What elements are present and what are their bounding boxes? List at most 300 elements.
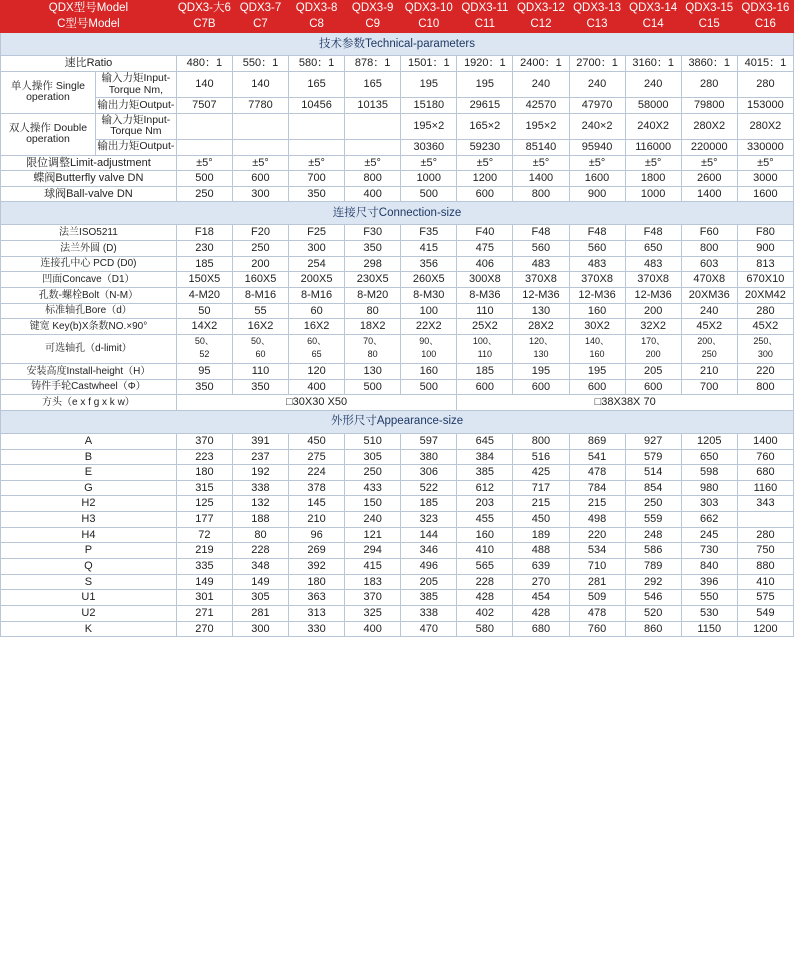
row-appearance-h4-cell-2: 96 <box>289 527 345 543</box>
row-ratio-cell-6: 2400：1 <box>513 56 569 72</box>
row-appearance-u2-cell-6: 428 <box>513 605 569 621</box>
row-appearance-p-cell-3: 294 <box>345 543 401 559</box>
row-ratio-cell-1: 550：1 <box>232 56 288 72</box>
row-appearance-h4-cell-7: 220 <box>569 527 625 543</box>
row-limit-adjustment-cell-0: ±5° <box>176 155 232 171</box>
row-connection-2-cell-5: 406 <box>457 256 513 272</box>
row-appearance-u1-cell-0: 301 <box>176 590 232 606</box>
row-connection-4-cell-3: 8-M20 <box>345 288 401 304</box>
header-cmodel-label: C型号Model <box>1 17 177 33</box>
row-appearance-b-cell-10: 760 <box>737 449 793 465</box>
row-connection-2-label: 连接孔中心 PCD (D0) <box>1 256 177 272</box>
single-output-0: 7507 <box>176 98 232 114</box>
row-connection-8-cell-3: 130 <box>345 363 401 379</box>
row-connection-2-cell-8: 483 <box>625 256 681 272</box>
header-cmodel-2: C8 <box>289 17 345 33</box>
row-butterfly-valve-cell-1: 600 <box>232 171 288 187</box>
single-input-0: 140 <box>176 72 232 98</box>
row-limit-adjustment-cell-1: ±5° <box>232 155 288 171</box>
row-appearance-a-cell-1: 391 <box>232 433 288 449</box>
double-output-7: 95940 <box>569 139 625 155</box>
row-connection-4-cell-7: 12-M36 <box>569 288 625 304</box>
header-cmodel-9: C15 <box>681 17 737 33</box>
single-output-6: 42570 <box>513 98 569 114</box>
header-cmodel-6: C12 <box>513 17 569 33</box>
row-appearance-b-label: B <box>1 449 177 465</box>
row-appearance-q-cell-4: 496 <box>401 559 457 575</box>
row-appearance-q-cell-0: 335 <box>176 559 232 575</box>
double-output-8: 116000 <box>625 139 681 155</box>
row-appearance-h4-cell-1: 80 <box>232 527 288 543</box>
row-appearance-k-cell-3: 400 <box>345 621 401 637</box>
row-connection-7-cell-1: 50、 60 <box>232 334 288 363</box>
row-appearance-h2-cell-8: 250 <box>625 496 681 512</box>
row-connection-5-cell-8: 200 <box>625 303 681 319</box>
row-connection-0-cell-3: F30 <box>345 225 401 241</box>
row-appearance-s-cell-4: 205 <box>401 574 457 590</box>
row-appearance-h4-cell-8: 248 <box>625 527 681 543</box>
row-appearance-p-cell-1: 228 <box>232 543 288 559</box>
row-appearance-e-cell-5: 385 <box>457 465 513 481</box>
row-connection-5-cell-5: 110 <box>457 303 513 319</box>
row-connection-5-cell-10: 280 <box>737 303 793 319</box>
row-appearance-q-cell-9: 840 <box>681 559 737 575</box>
header-model-8: QDX3-14 <box>625 1 681 17</box>
row-appearance-u2-cell-7: 478 <box>569 605 625 621</box>
row-connection-6-cell-2: 16X2 <box>289 319 345 335</box>
row-connection-4-cell-4: 8-M30 <box>401 288 457 304</box>
row-connection-8-cell-6: 195 <box>513 363 569 379</box>
row-connection-2-cell-9: 603 <box>681 256 737 272</box>
row-appearance-s-cell-9: 396 <box>681 574 737 590</box>
row-limit-adjustment-cell-7: ±5° <box>569 155 625 171</box>
row-connection-6-cell-10: 45X2 <box>737 319 793 335</box>
header-model-1: QDX3-7 <box>232 1 288 17</box>
row-appearance-h3-cell-4: 323 <box>401 512 457 528</box>
single-input-9: 280 <box>681 72 737 98</box>
row-limit-adjustment-cell-5: ±5° <box>457 155 513 171</box>
row-connection-9-cell-9: 700 <box>681 379 737 395</box>
row-appearance-h2-cell-6: 215 <box>513 496 569 512</box>
row-connection-0-cell-10: F80 <box>737 225 793 241</box>
row-limit-adjustment-cell-2: ±5° <box>289 155 345 171</box>
row-ball-valve-cell-8: 1000 <box>625 186 681 202</box>
row-connection-8 <box>1 363 794 379</box>
row-appearance-s-cell-7: 281 <box>569 574 625 590</box>
row-appearance-g-cell-1: 338 <box>232 480 288 496</box>
row-appearance-u1-cell-6: 454 <box>513 590 569 606</box>
single-output-1: 7780 <box>232 98 288 114</box>
header-model-5: QDX3-11 <box>457 1 513 17</box>
row-appearance-a-label: A <box>1 433 177 449</box>
row-ball-valve-cell-10: 1600 <box>737 186 793 202</box>
row-appearance-h2-cell-2: 145 <box>289 496 345 512</box>
header-cmodel-7: C13 <box>569 17 625 33</box>
row-connection-7-cell-3: 70、 80 <box>345 334 401 363</box>
row-appearance-q-cell-3: 415 <box>345 559 401 575</box>
row-appearance-k-cell-0: 270 <box>176 621 232 637</box>
row-connection-8-cell-10: 220 <box>737 363 793 379</box>
row-appearance-h3-label: H3 <box>1 512 177 528</box>
single-input-5: 195 <box>457 72 513 98</box>
row-appearance-p-label: P <box>1 543 177 559</box>
row-appearance-h3 <box>1 512 794 528</box>
section-appearance-label: 外形尺寸Appearance-size <box>1 410 794 433</box>
row-appearance-u2-cell-4: 338 <box>401 605 457 621</box>
row-appearance-p-cell-8: 586 <box>625 543 681 559</box>
row-connection-0-cell-5: F40 <box>457 225 513 241</box>
header-row-model <box>1 1 794 17</box>
single-input-3: 165 <box>345 72 401 98</box>
row-appearance-e-cell-0: 180 <box>176 465 232 481</box>
row-appearance-s-cell-3: 183 <box>345 574 401 590</box>
row-connection-5-cell-1: 55 <box>232 303 288 319</box>
row-appearance-q-cell-7: 710 <box>569 559 625 575</box>
row-appearance-a-cell-6: 800 <box>513 433 569 449</box>
row-appearance-q-label: Q <box>1 559 177 575</box>
row-butterfly-valve-cell-6: 1400 <box>513 171 569 187</box>
row-connection-6-label: 键宽 Key(b)X条数NO.×90° <box>1 319 177 335</box>
row-appearance-h4-cell-3: 121 <box>345 527 401 543</box>
row-ball-valve <box>1 186 794 202</box>
row-appearance-u2-label: U2 <box>1 605 177 621</box>
row-appearance-a-cell-4: 597 <box>401 433 457 449</box>
row-appearance-k-cell-8: 860 <box>625 621 681 637</box>
row-connection-7-cell-2: 60、 65 <box>289 334 345 363</box>
row-connection-5-cell-2: 60 <box>289 303 345 319</box>
row-appearance-a-cell-2: 450 <box>289 433 345 449</box>
row-butterfly-valve-cell-0: 500 <box>176 171 232 187</box>
row-connection-0-cell-2: F25 <box>289 225 345 241</box>
row-connection-9-cell-1: 350 <box>232 379 288 395</box>
row-connection-1-cell-7: 560 <box>569 241 625 257</box>
row-appearance-e-cell-7: 478 <box>569 465 625 481</box>
row-limit-adjustment-cell-3: ±5° <box>345 155 401 171</box>
row-appearance-h2-cell-3: 150 <box>345 496 401 512</box>
double-input-2 <box>289 113 345 139</box>
row-connection-9 <box>1 379 794 395</box>
section-connection <box>1 202 794 225</box>
row-appearance-u1-cell-2: 363 <box>289 590 345 606</box>
row-connection-2-cell-0: 185 <box>176 256 232 272</box>
row-appearance-u1-cell-10: 575 <box>737 590 793 606</box>
row-ratio-cell-7: 2700：1 <box>569 56 625 72</box>
row-ratio-cell-10: 4015：1 <box>737 56 793 72</box>
double-input-4: 195×2 <box>401 113 457 139</box>
double-input-3 <box>345 113 401 139</box>
double-input-10: 280X2 <box>737 113 793 139</box>
header-cmodel-4: C10 <box>401 17 457 33</box>
row-appearance-h3-cell-8: 559 <box>625 512 681 528</box>
row-appearance-h4-cell-0: 72 <box>176 527 232 543</box>
row-connection-6-cell-7: 30X2 <box>569 319 625 335</box>
double-output-4: 30360 <box>401 139 457 155</box>
double-output-5: 59230 <box>457 139 513 155</box>
row-connection-4-label: 孔数-螺栓Bolt（N-M） <box>1 288 177 304</box>
row-appearance-b <box>1 449 794 465</box>
row-connection-7-cell-0: 50、 52 <box>176 334 232 363</box>
row-appearance-s <box>1 574 794 590</box>
double-output-6: 85140 <box>513 139 569 155</box>
row-appearance-g-cell-6: 717 <box>513 480 569 496</box>
row-appearance-a-cell-5: 645 <box>457 433 513 449</box>
row-ball-valve-cell-3: 400 <box>345 186 401 202</box>
header-cmodel-8: C14 <box>625 17 681 33</box>
row-ratio-cell-0: 480：1 <box>176 56 232 72</box>
row-appearance-b-cell-6: 516 <box>513 449 569 465</box>
section-technical <box>1 33 794 56</box>
row-connection-5-cell-3: 80 <box>345 303 401 319</box>
row-appearance-s-cell-5: 228 <box>457 574 513 590</box>
row-butterfly-valve-cell-3: 800 <box>345 171 401 187</box>
single-input-4: 195 <box>401 72 457 98</box>
row-appearance-g-cell-2: 378 <box>289 480 345 496</box>
row-appearance-a-cell-10: 1400 <box>737 433 793 449</box>
row-connection-2-cell-10: 813 <box>737 256 793 272</box>
row-connection-3-cell-0: 150X5 <box>176 272 232 288</box>
row-appearance-h3-cell-10 <box>737 512 793 528</box>
row-connection-0-cell-6: F48 <box>513 225 569 241</box>
row-double-output <box>1 139 794 155</box>
row-appearance-h3-cell-7: 498 <box>569 512 625 528</box>
row-appearance-u2-cell-0: 271 <box>176 605 232 621</box>
header-model-0: QDX3-大6 <box>176 1 232 17</box>
row-appearance-h2-cell-1: 132 <box>232 496 288 512</box>
row-appearance-s-cell-1: 149 <box>232 574 288 590</box>
section-appearance <box>1 410 794 433</box>
row-appearance-p-cell-9: 730 <box>681 543 737 559</box>
row-appearance-a-cell-3: 510 <box>345 433 401 449</box>
row-connection-3-cell-7: 370X8 <box>569 272 625 288</box>
row-connection-7-cell-8: 170、 200 <box>625 334 681 363</box>
single-input-10: 280 <box>737 72 793 98</box>
single-output-10: 153000 <box>737 98 793 114</box>
row-appearance-u1-label: U1 <box>1 590 177 606</box>
row-limit-adjustment-cell-9: ±5° <box>681 155 737 171</box>
row-appearance-e-cell-9: 598 <box>681 465 737 481</box>
row-appearance-k-cell-2: 330 <box>289 621 345 637</box>
row-connection-1-cell-8: 650 <box>625 241 681 257</box>
row-appearance-h4-cell-10: 280 <box>737 527 793 543</box>
row-ball-valve-cell-5: 600 <box>457 186 513 202</box>
label-single-output-torque: 输出力矩Output- <box>95 98 176 114</box>
row-connection-8-cell-9: 210 <box>681 363 737 379</box>
row-connection-0-cell-7: F48 <box>569 225 625 241</box>
row-appearance-p <box>1 543 794 559</box>
row-double-input <box>1 113 794 139</box>
row-ratio-cell-9: 3860：1 <box>681 56 737 72</box>
single-output-4: 15180 <box>401 98 457 114</box>
row-appearance-u2-cell-10: 549 <box>737 605 793 621</box>
row-appearance-p-cell-0: 219 <box>176 543 232 559</box>
row-connection-3-label: 凹面Concave（D1） <box>1 272 177 288</box>
row-appearance-b-cell-8: 579 <box>625 449 681 465</box>
single-input-6: 240 <box>513 72 569 98</box>
row-connection-2-cell-3: 298 <box>345 256 401 272</box>
label-double-input-torque: 输入力矩Input-Torque Nm <box>95 113 176 139</box>
row-connection-6-cell-9: 45X2 <box>681 319 737 335</box>
row-ratio-cell-2: 580：1 <box>289 56 345 72</box>
row-appearance-s-cell-2: 180 <box>289 574 345 590</box>
row-ratio-label: 速比Ratio <box>1 56 177 72</box>
row-ball-valve-label: 球阀Ball-valve DN <box>1 186 177 202</box>
row-appearance-a-cell-9: 1205 <box>681 433 737 449</box>
label-single-input-torque: 输入力矩Input-Torque Nm, <box>95 72 176 98</box>
row-appearance-u2-cell-9: 530 <box>681 605 737 621</box>
single-input-8: 240 <box>625 72 681 98</box>
row-connection-10-label: 方头（e x f g x k w） <box>1 395 177 411</box>
row-connection-3-cell-1: 160X5 <box>232 272 288 288</box>
row-connection-4-cell-2: 8-M16 <box>289 288 345 304</box>
row-connection-9-cell-4: 500 <box>401 379 457 395</box>
row-connection-7-cell-5: 100、 110 <box>457 334 513 363</box>
double-input-9: 280X2 <box>681 113 737 139</box>
row-appearance-u1-cell-9: 550 <box>681 590 737 606</box>
row-connection-2-cell-2: 254 <box>289 256 345 272</box>
row-appearance-k <box>1 621 794 637</box>
row-connection-4-cell-6: 12-M36 <box>513 288 569 304</box>
row-connection-1-cell-5: 475 <box>457 241 513 257</box>
row-butterfly-valve-cell-10: 3000 <box>737 171 793 187</box>
row-connection-6 <box>1 319 794 335</box>
row-connection-3 <box>1 272 794 288</box>
row-connection-9-cell-10: 800 <box>737 379 793 395</box>
row-connection-5 <box>1 303 794 319</box>
row-connection-1-cell-4: 415 <box>401 241 457 257</box>
row-connection-1-cell-6: 560 <box>513 241 569 257</box>
row-connection-2-cell-1: 200 <box>232 256 288 272</box>
row-connection-7-cell-7: 140、 160 <box>569 334 625 363</box>
row-ball-valve-cell-4: 500 <box>401 186 457 202</box>
row-connection-8-cell-4: 160 <box>401 363 457 379</box>
row-appearance-u1-cell-4: 385 <box>401 590 457 606</box>
row-appearance-e-cell-4: 306 <box>401 465 457 481</box>
row-appearance-a-cell-7: 869 <box>569 433 625 449</box>
single-output-5: 29615 <box>457 98 513 114</box>
row-connection-8-cell-0: 95 <box>176 363 232 379</box>
section-connection-label: 连接尺寸Connection-size <box>1 202 794 225</box>
row-connection-7-label: 可选轴孔（d-limit） <box>1 334 177 363</box>
double-input-0 <box>176 113 232 139</box>
row-appearance-e-cell-2: 224 <box>289 465 345 481</box>
row-connection-3-cell-4: 260X5 <box>401 272 457 288</box>
row-connection-1-cell-1: 250 <box>232 241 288 257</box>
row-connection-8-cell-5: 185 <box>457 363 513 379</box>
row-connection-2-cell-7: 483 <box>569 256 625 272</box>
row-connection-6-cell-3: 18X2 <box>345 319 401 335</box>
double-output-1 <box>232 139 288 155</box>
row-appearance-b-cell-3: 305 <box>345 449 401 465</box>
row-appearance-u1 <box>1 590 794 606</box>
row-connection-4 <box>1 288 794 304</box>
single-input-2: 165 <box>289 72 345 98</box>
header-model-7: QDX3-13 <box>569 1 625 17</box>
single-input-1: 140 <box>232 72 288 98</box>
row-appearance-h4-cell-4: 144 <box>401 527 457 543</box>
row-appearance-u1-cell-7: 509 <box>569 590 625 606</box>
label-double-output-torque: 输出力矩Output- <box>95 139 176 155</box>
row-appearance-k-cell-7: 760 <box>569 621 625 637</box>
row-butterfly-valve-cell-9: 2600 <box>681 171 737 187</box>
row-connection-7-cell-4: 90、 100 <box>401 334 457 363</box>
row-appearance-g-cell-10: 1160 <box>737 480 793 496</box>
row-ball-valve-cell-9: 1400 <box>681 186 737 202</box>
row-connection-9-cell-2: 400 <box>289 379 345 395</box>
row-appearance-g-cell-8: 854 <box>625 480 681 496</box>
row-butterfly-valve-label: 蝶阀Butterfly valve DN <box>1 171 177 187</box>
header-model-3: QDX3-9 <box>345 1 401 17</box>
row-connection-9-cell-6: 600 <box>513 379 569 395</box>
row-connection-5-cell-9: 240 <box>681 303 737 319</box>
row-appearance-g-cell-5: 612 <box>457 480 513 496</box>
row-connection-5-label: 标准轴孔Bore（d） <box>1 303 177 319</box>
row-appearance-u1-cell-8: 546 <box>625 590 681 606</box>
row-ball-valve-cell-2: 350 <box>289 186 345 202</box>
double-input-6: 195×2 <box>513 113 569 139</box>
single-output-9: 79800 <box>681 98 737 114</box>
row-appearance-h3-cell-2: 210 <box>289 512 345 528</box>
row-appearance-k-cell-10: 1200 <box>737 621 793 637</box>
row-appearance-p-cell-6: 488 <box>513 543 569 559</box>
row-appearance-q-cell-2: 392 <box>289 559 345 575</box>
header-model-label: QDX型号Model <box>1 1 177 17</box>
row-appearance-h3-cell-9: 662 <box>681 512 737 528</box>
row-connection-9-label: 铸件手轮Castwheel（Φ） <box>1 379 177 395</box>
row-appearance-g-cell-4: 522 <box>401 480 457 496</box>
header-model-2: QDX3-8 <box>289 1 345 17</box>
row-connection-4-cell-0: 4-M20 <box>176 288 232 304</box>
row-appearance-e-cell-3: 250 <box>345 465 401 481</box>
row-appearance-h2-cell-9: 303 <box>681 496 737 512</box>
row-appearance-p-cell-2: 269 <box>289 543 345 559</box>
row-appearance-u2 <box>1 605 794 621</box>
section-technical-label: 技术参数Technical-parameters <box>1 33 794 56</box>
row-connection-3-cell-9: 470X8 <box>681 272 737 288</box>
row-connection-4-cell-10: 20XM42 <box>737 288 793 304</box>
row-connection-0-cell-0: F18 <box>176 225 232 241</box>
row-connection-8-cell-8: 205 <box>625 363 681 379</box>
row-appearance-h4-label: H4 <box>1 527 177 543</box>
row-connection-0-cell-9: F60 <box>681 225 737 241</box>
row-appearance-s-cell-8: 292 <box>625 574 681 590</box>
row-appearance-g-cell-0: 315 <box>176 480 232 496</box>
row-connection-3-cell-2: 200X5 <box>289 272 345 288</box>
label-single-operation: 单人操作 Single operation <box>1 72 96 114</box>
row-connection-9-cell-7: 600 <box>569 379 625 395</box>
row-limit-adjustment-cell-10: ±5° <box>737 155 793 171</box>
row-connection-0-cell-4: F35 <box>401 225 457 241</box>
row-connection-3-cell-8: 370X8 <box>625 272 681 288</box>
row-ratio-cell-5: 1920：1 <box>457 56 513 72</box>
row-connection-0 <box>1 225 794 241</box>
header-cmodel-1: C7 <box>232 17 288 33</box>
row-connection-1-cell-2: 300 <box>289 241 345 257</box>
row-appearance-h2-cell-4: 185 <box>401 496 457 512</box>
row-appearance-q-cell-5: 565 <box>457 559 513 575</box>
row-connection-1 <box>1 241 794 257</box>
row-connection-2-cell-4: 356 <box>401 256 457 272</box>
row-connection-1-label: 法兰外圆 (D) <box>1 241 177 257</box>
row-connection-4-cell-8: 12-M36 <box>625 288 681 304</box>
row-appearance-s-cell-0: 149 <box>176 574 232 590</box>
row-connection-5-cell-0: 50 <box>176 303 232 319</box>
row-connection-9-cell-8: 600 <box>625 379 681 395</box>
row-appearance-g-cell-3: 433 <box>345 480 401 496</box>
row-appearance-u2-cell-8: 520 <box>625 605 681 621</box>
row-ratio-cell-4: 1501：1 <box>401 56 457 72</box>
double-output-9: 220000 <box>681 139 737 155</box>
row-single-input <box>1 72 794 98</box>
